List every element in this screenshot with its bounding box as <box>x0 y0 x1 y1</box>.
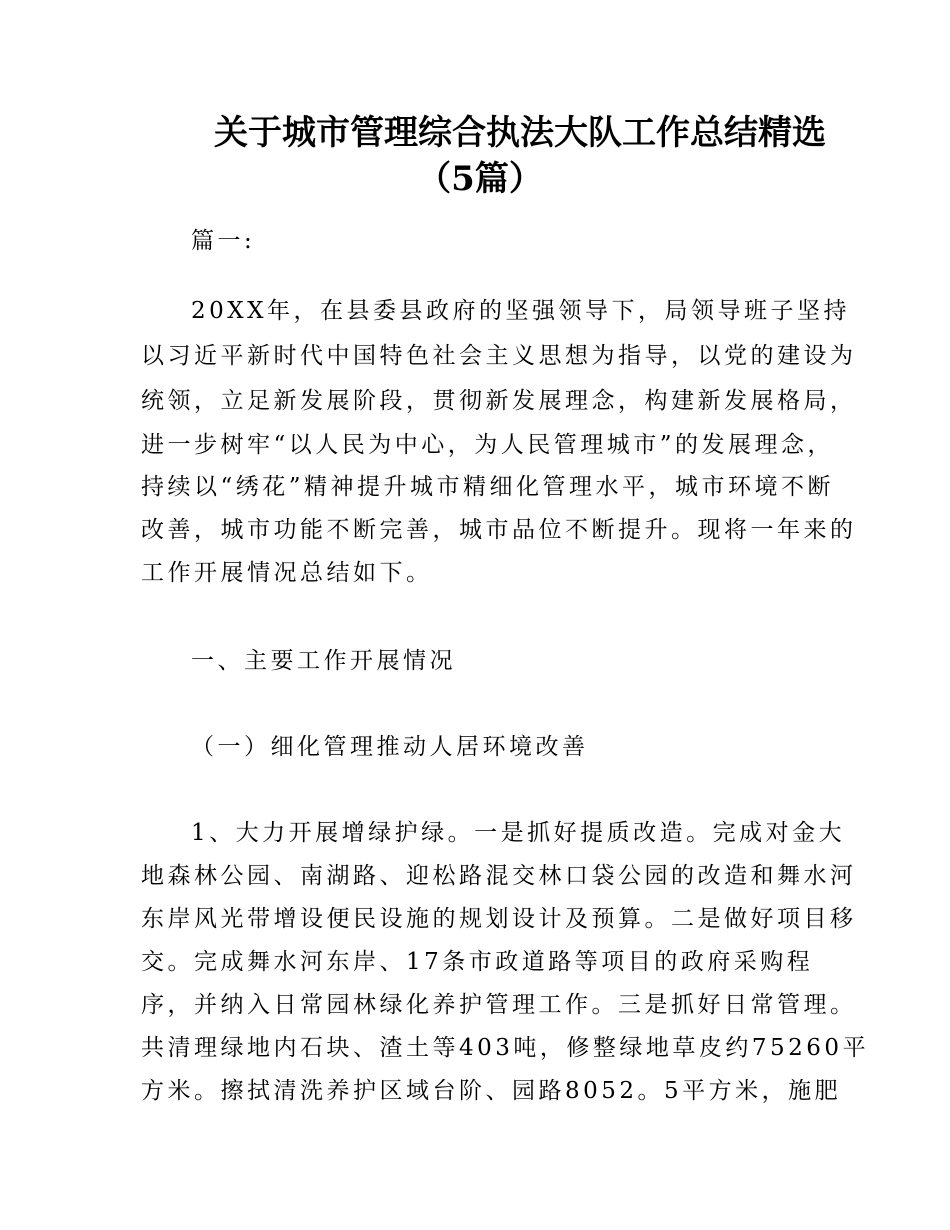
item1-line-7: 方米。擦拭清洗养护区域台阶、园路8052。5平方米，施肥 <box>141 1078 842 1104</box>
item1-line-3: 东岸风光带增设便民设施的规划设计及预算。二是做好项目移 <box>141 906 857 932</box>
document-title-line1: 关于城市管理综合执法大队工作总结精选 <box>214 113 826 153</box>
item1-line-2: 地森林公园、南湖路、迎松路混交林口袋公园的改造和舞水河 <box>141 863 857 889</box>
item1-line-4: 交。完成舞水河东岸、17条市政道路等项目的政府采购程 <box>141 949 814 975</box>
item1-line-5: 序，并纳入日常园林绿化养护管理工作。三是抓好日常管理。 <box>141 992 857 1018</box>
heading-subsection-1: （一）细化管理推动人居环境改善 <box>191 734 589 760</box>
document-title-line2: （5篇） <box>417 159 543 199</box>
item1-line-1: 1、大力开展增绿护绿。一是抓好提质改造。完成对金大 <box>191 820 846 846</box>
intro-line-1: 20XX年，在县委县政府的坚强领导下，局领导班子坚持 <box>191 298 851 324</box>
intro-line-6: 改善，城市功能不断完善，城市品位不断提升。现将一年来的 <box>141 517 857 543</box>
intro-line-7: 工作开展情况总结如下。 <box>141 560 433 586</box>
intro-line-4: 进一步树牢“以人民为中心，为人民管理城市”的发展理念， <box>141 432 835 458</box>
intro-line-3: 统领，立足新发展阶段，贯彻新发展理念，构建新发展格局， <box>141 388 857 414</box>
intro-line-2: 以习近平新时代中国特色社会主义思想为指导，以党的建设为 <box>141 343 857 369</box>
item1-line-6: 共清理绿地内石块、渣土等403吨，修整绿地草皮约75260平 <box>141 1035 870 1061</box>
intro-line-5: 持续以“绣花”精神提升城市精细化管理水平，城市环境不断 <box>141 474 835 500</box>
section-label: 篇一: <box>191 228 256 254</box>
heading-main-work: 一、主要工作开展情况 <box>191 648 456 674</box>
